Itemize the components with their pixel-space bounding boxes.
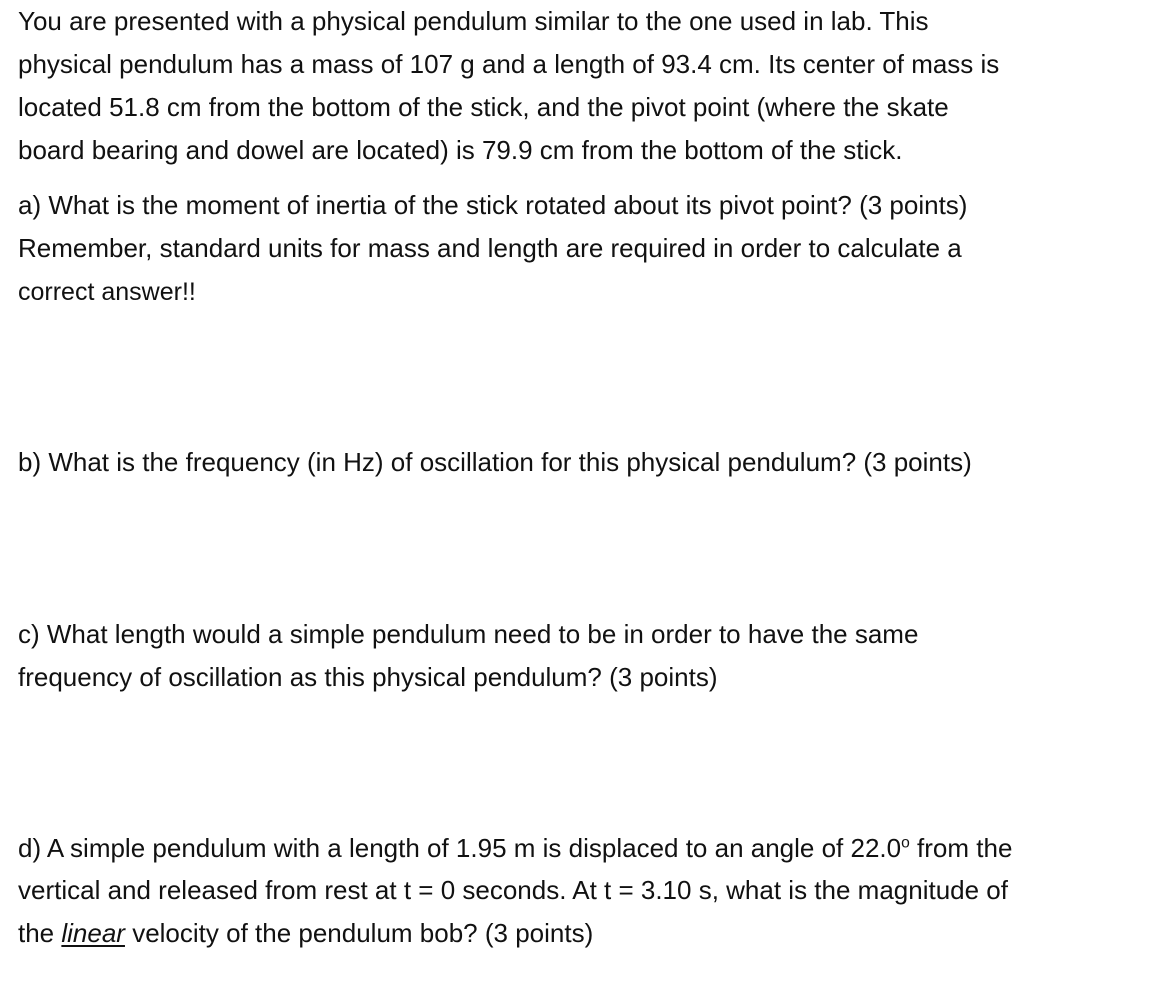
intro-line-3: located 51.8 cm from the bottom of the stick, and the pivot point (where the skate	[18, 92, 949, 122]
question-d-line-1-tail: from the	[909, 833, 1013, 863]
linear-emphasis: linear	[61, 918, 125, 948]
question-c-line-1: c) What length would a simple pendulum need to be in order to have the same	[18, 619, 919, 649]
question-d-line-3-end: velocity of the pendulum bob? (3 points)	[124, 918, 594, 948]
degree-symbol: o	[901, 834, 910, 852]
intro-line-2: physical pendulum has a mass of 107 g and a length of 93.4 cm. Its center of mass is	[18, 49, 1000, 79]
question-d-line-2: vertical and released from rest at t = 0 seconds. At t = 3.10 s, what is the magnitude of	[18, 875, 1008, 905]
question-d-line-3-start: the	[18, 918, 62, 948]
question-d-line-1	[18, 835, 1012, 861]
intro-line-4: board bearing and dowel are located) is 79.9 cm from the bottom of the stick.	[18, 135, 903, 165]
question-d-line-3	[18, 920, 593, 946]
question-d-line-1-text: d) A simple pendulum with a length of 1.95 m is displaced to an angle of 22.0	[18, 833, 902, 863]
question-c-line-2: frequency of oscillation as this physical pendulum? (3 points)	[18, 662, 718, 692]
question-a-line-2: Remember, standard units for mass and length are required in order to calculate a	[18, 233, 962, 263]
question-b-line-1: b) What is the frequency (in Hz) of oscillation for this physical pendulum? (3 points)	[18, 447, 972, 477]
question-a-line-3: correct answer!!	[18, 278, 196, 306]
intro-line-1: You are presented with a physical pendulum similar to the one used in lab. This	[18, 6, 929, 36]
question-a-line-1: a) What is the moment of inertia of the stick rotated about its pivot point? (3 points)	[18, 190, 968, 220]
